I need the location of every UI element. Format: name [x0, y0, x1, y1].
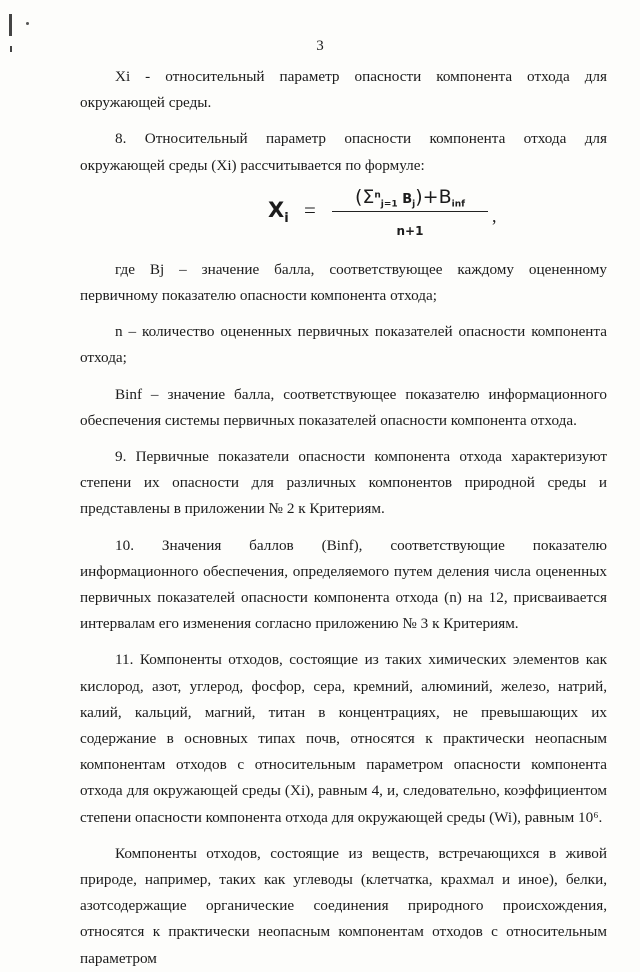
document-body [80, 64, 607, 972]
paragraph-9: 9. Первичные показатели опасности компонента отхода характеризуют степени их опасности для различных компонентов природной среды и представлены в приложении № 2 к Критериям. [80, 448, 607, 518]
paragraph-n-definition: n – количество оцененных первичных показателей опасности компонента отхода; [80, 323, 607, 367]
page-number: 3 [316, 38, 324, 54]
formula-numerator: ($\Sigma^n_{j=1}$ $B_j)+B_{inf}$ [354, 185, 466, 210]
formula-equals: = [304, 197, 316, 222]
paragraph-xi-definition: Xi - относительный параметр опасности компонента отхода для окружающей среды. [80, 68, 607, 112]
paragraph-binf-definition: Binf – значение балла, соответствующее показателю информационного обеспечения системы первичных показателей опасности компонента отхода. [80, 385, 607, 429]
paragraph-bj-definition: где Bj – значение балла, соответствующее каждому оцененному первичному показателю опасности компонента отхода; [80, 260, 607, 305]
formula-xi [80, 183, 607, 257]
scan-speck [26, 22, 29, 25]
scan-margin-mark [9, 14, 12, 36]
paragraph-12: Компоненты отходов, состоящие из веществ, встречающихся в живой природе, например, таких как углеводы (клетчатка, крахмал и иное), белки, азотсодержащие органические соединения природного происхождения, относятся к практически неопасным компонентам отходов с относительным параметром [80, 844, 607, 967]
paragraph-8: 8. Относительный параметр опасности компонента отхода для окружающей среды (Xi) рассчитывается по формуле: [80, 130, 607, 174]
formula-fraction [330, 183, 490, 244]
paragraph-11: 11. Компоненты отходов, состоящие из таких химических элементов как кислород, азот, углерод, фосфор, сера, кремний, алюминий, железо, натрий, калий, кальций, магний, титан в концентрациях, не превышающих их содержание в основных типах почв, относятся к практически неопасным компонентам отходов с относительным параметром опасности компонента отхода для окружающей среды (Xi), равным 4, и, следовательно, коэффициентом степени опасности компонента отхода для окружающей среды (Wi), равным 10⁶. [80, 651, 607, 826]
paragraph-10: 10. Значения баллов (Binf), соответствующие показателю информационного обеспечения, определяемого путем деления числа оцененных первичных показателей опасности компонента отхода (n) на 12, присваивается интервалам его изменения согласно приложению № 3 к Критериям. [80, 536, 607, 633]
formula-comma: , [492, 205, 497, 226]
formula-denominator: n+1 [396, 223, 424, 238]
formula-lhs: $X_i$ [268, 197, 289, 226]
